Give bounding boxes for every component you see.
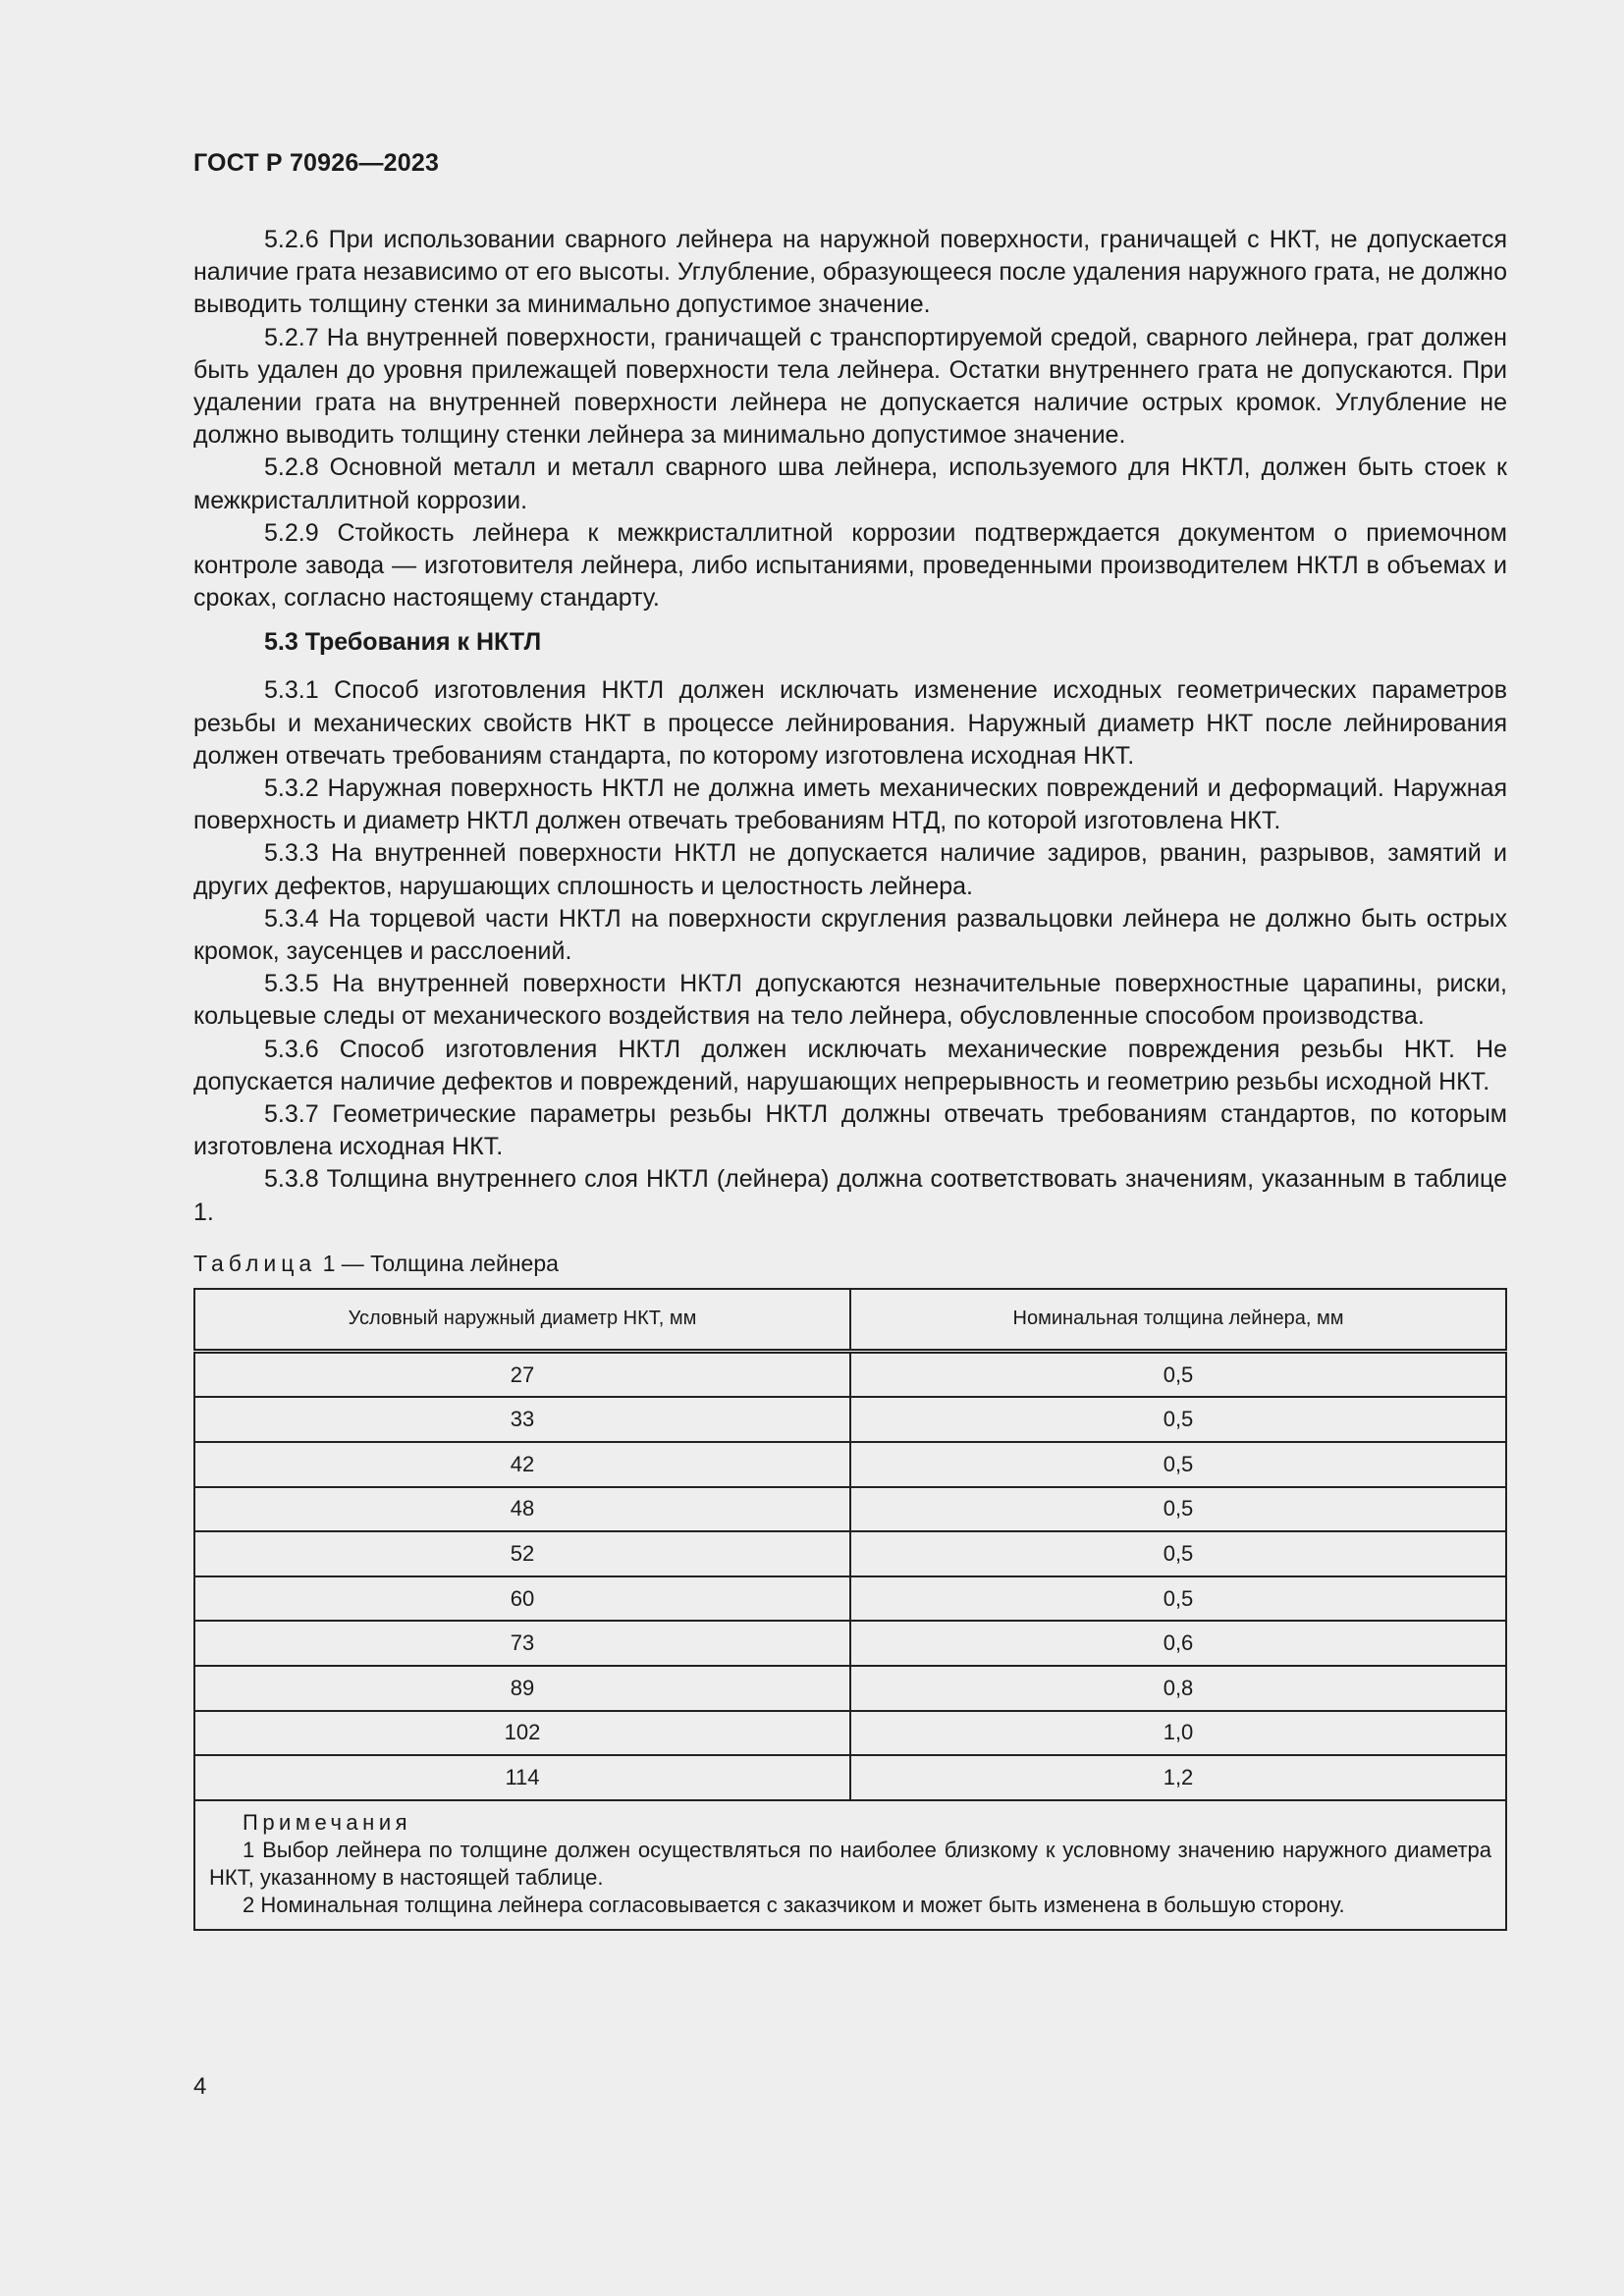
cell-thickness: 0,5 (850, 1487, 1506, 1532)
cell-thickness: 0,5 (850, 1351, 1506, 1397)
table-header-row (194, 1289, 1506, 1352)
paragraph-5-2-8: 5.2.8 Основной металл и металл сварного шва лейнера, используемого для НКТЛ, должен быть стоек к межкристаллитной коррозии. (193, 454, 1507, 514)
table-notes (194, 1800, 1506, 1930)
table-row (194, 1487, 1506, 1532)
document-body (193, 224, 1507, 1931)
cell-thickness: 0,5 (850, 1576, 1506, 1622)
table-row (194, 1755, 1506, 1800)
paragraph-5-2-6: 5.2.6 При использовании сварного лейнера на наружной поверхности, граничащей с НКТ, не допускается наличие грата независимо от его высоты. Углубление, образующееся после удаления наружного грата, не должно выводить толщину стенки за минимально допустимое значение. (193, 226, 1507, 319)
cell-diameter: 114 (194, 1755, 850, 1800)
paragraph-5-3-8: 5.3.8 Толщина внутреннего слоя НКТЛ (лейнера) должна соответствовать значениям, указанным в таблице 1. (193, 1165, 1507, 1226)
cell-thickness: 1,0 (850, 1711, 1506, 1756)
cell-diameter: 48 (194, 1487, 850, 1532)
paragraph-5-3-3: 5.3.3 На внутренней поверхности НКТЛ не допускается наличие задиров, рванин, разрывов, замятий и других дефектов, нарушающих сплошность и целостность лейнера. (193, 839, 1507, 900)
table-row (194, 1666, 1506, 1711)
table-caption (193, 1249, 1507, 1278)
paragraph-5-2-9: 5.2.9 Стойкость лейнера к межкристаллитной коррозии подтверждается документом о приемочном контроле завода — изготовителя лейнера, либо испытаниями, проведенными производителем НКТЛ в объемах и сроках, согласно настоящему стандарту. (193, 518, 1507, 613)
table-row (194, 1711, 1506, 1756)
cell-thickness: 0,5 (850, 1531, 1506, 1576)
cell-thickness: 0,5 (850, 1397, 1506, 1442)
note-1: 1 Выбор лейнера по толщине должен осуществляться по наиболее близкому к условному значению наружного диаметра НКТ, указанному в настоящей таблице. (209, 1837, 1491, 1890)
paragraph-5-3-2: 5.3.2 Наружная поверхность НКТЛ не должна иметь механических повреждений и деформаций. Наружная поверхность и диаметр НКТЛ должен отвечать требованиям НТД, по которой изготовлена НКТ. (193, 774, 1507, 835)
cell-thickness: 0,8 (850, 1666, 1506, 1711)
table-row (194, 1351, 1506, 1397)
table-caption-prefix: Таблица (193, 1250, 317, 1276)
section-heading-5-3: 5.3 Требования к НКТЛ (264, 628, 542, 657)
document-header: ГОСТ Р 70926—2023 (193, 149, 440, 177)
cell-diameter: 60 (194, 1576, 850, 1622)
paragraph-5-3-5: 5.3.5 На внутренней поверхности НКТЛ допускаются незначительные поверхностные царапины, риски, кольцевые следы от механического воздействия на тело лейнера, обусловленные способом производства. (193, 970, 1507, 1031)
paragraph-5-3-7: 5.3.7 Геометрические параметры резьбы НКТЛ должны отвечать требованиям стандартов, по которым изготовлена исходная НКТ. (193, 1100, 1507, 1161)
table-row (194, 1442, 1506, 1487)
table-row (194, 1397, 1506, 1442)
table-row (194, 1576, 1506, 1622)
page-number: 4 (193, 2073, 207, 2100)
table-row (194, 1621, 1506, 1666)
column-header-diameter: Условный наружный диаметр НКТ, мм (194, 1289, 850, 1352)
cell-diameter: 89 (194, 1666, 850, 1711)
cell-thickness: 0,5 (850, 1442, 1506, 1487)
paragraph-5-2-7: 5.2.7 На внутренней поверхности, граничащей с транспортируемой средой, сварного лейнера, грат должен быть удален до уровня прилежащей поверхности тела лейнера. Остатки внутреннего грата не допускаются. При удалении грата на внутренней поверхности лейнера не допускается наличие острых кромок. Углубление не должно выводить толщину стенки лейнера за минимально допустимое значение. (193, 323, 1507, 450)
table-notes-row (194, 1800, 1506, 1930)
paragraph-5-3-4: 5.3.4 На торцевой части НКТЛ на поверхности скругления развальцовки лейнера не должно быть острых кромок, заусенцев и расслоений. (193, 904, 1507, 966)
liner-thickness-table (193, 1288, 1507, 1931)
cell-diameter: 27 (194, 1351, 850, 1397)
cell-diameter: 73 (194, 1621, 850, 1666)
table-caption-title: 1 — Толщина лейнера (316, 1250, 559, 1276)
notes-title: Примечания (243, 1809, 412, 1835)
paragraph-5-3-1: 5.3.1 Способ изготовления НКТЛ должен исключать изменение исходных геометрических параметров резьбы и механических свойств НКТ в процессе лейнирования. Наружный диаметр НКТ после лейнирования должен отвечать требованиям стандарта, по которому изготовлена исходная НКТ. (193, 676, 1507, 770)
paragraph-5-3-6: 5.3.6 Способ изготовления НКТЛ должен исключать механические повреждения резьбы НКТ. Не допускается наличие дефектов и повреждений, нарушающих непрерывность и геометрию резьбы исходной НКТ. (193, 1035, 1507, 1095)
cell-diameter: 33 (194, 1397, 850, 1442)
note-2: 2 Номинальная толщина лейнера согласовывается с заказчиком и может быть изменена в большую сторону. (243, 1892, 1345, 1917)
cell-diameter: 42 (194, 1442, 850, 1487)
column-header-thickness: Номинальная толщина лейнера, мм (850, 1289, 1506, 1352)
cell-thickness: 0,6 (850, 1621, 1506, 1666)
cell-diameter: 52 (194, 1531, 850, 1576)
cell-diameter: 102 (194, 1711, 850, 1756)
cell-thickness: 1,2 (850, 1755, 1506, 1800)
table-row (194, 1531, 1506, 1576)
